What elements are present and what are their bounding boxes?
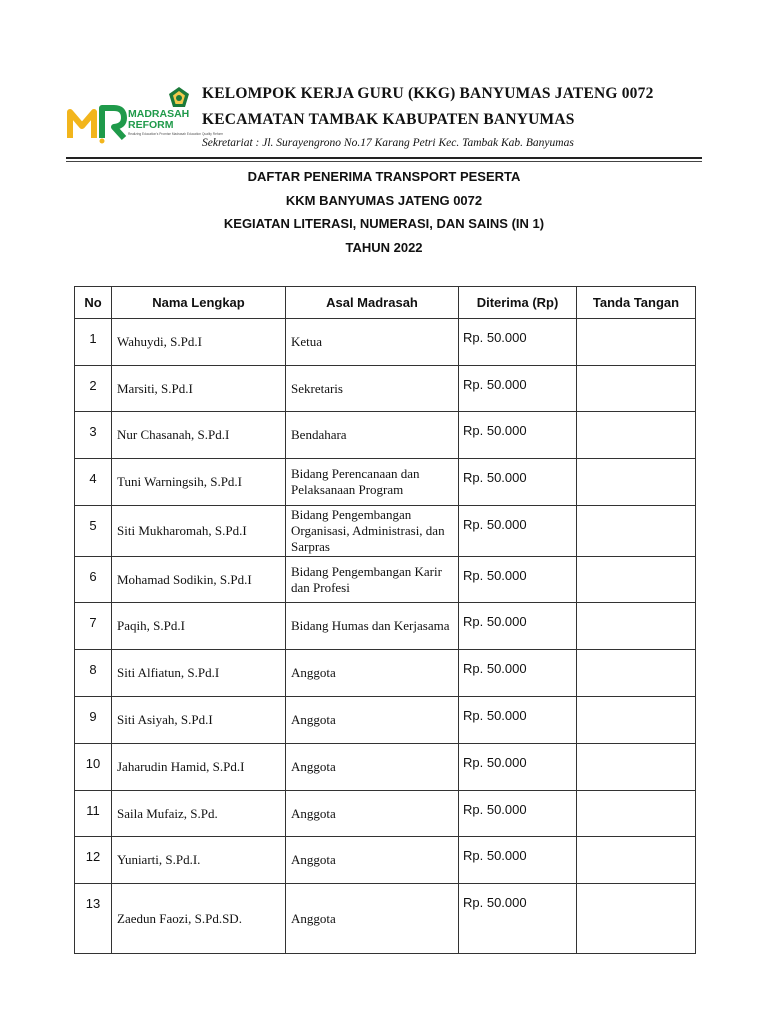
table-row (75, 884, 696, 954)
amount-received: Rp. 50.000 (459, 557, 577, 603)
signature-cell[interactable] (577, 412, 696, 459)
recipient-role: Anggota (286, 791, 459, 837)
title-line-3: KEGIATAN LITERASI, NUMERASI, DAN SAINS (IN 1) (223, 216, 545, 231)
table-row (75, 791, 696, 837)
recipient-name: Paqih, S.Pd.I (112, 603, 286, 650)
signature-cell[interactable] (577, 697, 696, 744)
table-row (75, 837, 696, 884)
amount-received: Rp. 50.000 (459, 791, 577, 837)
amount-received: Rp. 50.000 (459, 412, 577, 459)
org-district-line: KECAMATAN TAMBAK KABUPATEN BANYUMAS (202, 111, 575, 128)
table-row (75, 650, 696, 697)
recipient-role: Bendahara (286, 412, 459, 459)
signature-cell[interactable] (577, 506, 696, 557)
recipient-name: Mohamad Sodikin, S.Pd.I (112, 557, 286, 603)
signature-cell[interactable] (577, 650, 696, 697)
recipient-role: Anggota (286, 884, 459, 954)
logo-text-madrasah: MADRASAH (128, 108, 190, 120)
amount-received: Rp. 50.000 (459, 837, 577, 884)
recipient-role: Bidang Pengembangan Karir dan Profesi (286, 557, 459, 603)
col-header-no: No (75, 287, 112, 319)
row-number: 3 (75, 412, 112, 459)
recipient-role: Ketua (286, 319, 459, 366)
amount-received: Rp. 50.000 (459, 603, 577, 650)
recipient-name: Tuni Warningsih, S.Pd.I (112, 459, 286, 506)
kemenag-emblem-icon (168, 86, 190, 108)
amount-received: Rp. 50.000 (459, 459, 577, 506)
amount-received: Rp. 50.000 (459, 506, 577, 557)
recipient-role: Anggota (286, 744, 459, 791)
table-row (75, 603, 696, 650)
recipient-role: Anggota (286, 650, 459, 697)
title-line-1: DAFTAR PENERIMA TRANSPORT PESERTA (247, 169, 521, 184)
table-row (75, 697, 696, 744)
col-header-signature: Tanda Tangan (577, 287, 696, 319)
recipient-role: Anggota (286, 697, 459, 744)
recipient-role: Bidang Perencanaan dan Pelaksanaan Program (286, 459, 459, 506)
amount-received: Rp. 50.000 (459, 744, 577, 791)
recipient-role: Sekretaris (286, 366, 459, 412)
amount-received: Rp. 50.000 (459, 366, 577, 412)
logo-tagline: Realizing Education's Promise Madrasah Education Quality Reform (128, 132, 224, 136)
recipient-name: Nur Chasanah, S.Pd.I (112, 412, 286, 459)
recipient-role: Anggota (286, 837, 459, 884)
logo-text-reform: REFORM (128, 119, 174, 131)
letterhead-rule-thick (66, 157, 702, 159)
col-header-name: Nama Lengkap (112, 287, 286, 319)
recipient-role: Bidang Humas dan Kerjasama (286, 603, 459, 650)
recipient-name: Yuniarti, S.Pd.I. (112, 837, 286, 884)
row-number: 1 (75, 319, 112, 366)
amount-received: Rp. 50.000 (459, 697, 577, 744)
signature-cell[interactable] (577, 366, 696, 412)
row-number: 5 (75, 506, 112, 557)
recipients-table (74, 286, 696, 954)
signature-cell[interactable] (577, 837, 696, 884)
row-number: 4 (75, 459, 112, 506)
row-number: 6 (75, 557, 112, 603)
row-number: 11 (75, 791, 112, 837)
org-address-line: Sekretariat : Jl. Surayengrono No.17 Karang Petri Kec. Tambak Kab. Banyumas (202, 137, 574, 149)
recipient-name: Jaharudin Hamid, S.Pd.I (112, 744, 286, 791)
signature-cell[interactable] (577, 319, 696, 366)
table-row (75, 557, 696, 603)
recipient-role: Bidang Pengembangan Organisasi, Administrasi, dan Sarpras (286, 506, 459, 557)
col-header-origin: Asal Madrasah (286, 287, 459, 319)
recipient-name: Wahuydi, S.Pd.I (112, 319, 286, 366)
table-row (75, 506, 696, 557)
amount-received: Rp. 50.000 (459, 884, 577, 954)
table-row (75, 744, 696, 791)
recipient-name: Siti Asiyah, S.Pd.I (112, 697, 286, 744)
title-line-2: KKM BANYUMAS JATENG 0072 (285, 192, 483, 208)
table-header-row (75, 287, 696, 319)
table-row (75, 412, 696, 459)
row-number: 12 (75, 837, 112, 884)
recipient-name: Marsiti, S.Pd.I (112, 366, 286, 412)
recipient-name: Saila Mufaiz, S.Pd. (112, 791, 286, 837)
row-number: 7 (75, 603, 112, 650)
row-number: 10 (75, 744, 112, 791)
table-row (75, 459, 696, 506)
row-number: 13 (75, 884, 112, 954)
signature-cell[interactable] (577, 744, 696, 791)
document-title-block (0, 168, 768, 262)
table-row (75, 319, 696, 366)
row-number: 8 (75, 650, 112, 697)
letterhead (0, 0, 768, 165)
signature-cell[interactable] (577, 884, 696, 954)
letterhead-rule-thin (66, 161, 702, 162)
recipient-name: Siti Mukharomah, S.Pd.I (112, 506, 286, 557)
org-name-line: KELOMPOK KERJA GURU (KKG) BANYUMAS JATENG 0072 (202, 85, 654, 102)
row-number: 9 (75, 697, 112, 744)
table-row (75, 366, 696, 412)
amount-received: Rp. 50.000 (459, 650, 577, 697)
recipient-name: Zaedun Faozi, S.Pd.SD. (112, 884, 286, 954)
title-line-4: TAHUN 2022 (345, 239, 423, 255)
recipient-name: Siti Alfiatun, S.Pd.I (112, 650, 286, 697)
signature-cell[interactable] (577, 791, 696, 837)
signature-cell[interactable] (577, 603, 696, 650)
signature-cell[interactable] (577, 557, 696, 603)
col-header-received: Diterima (Rp) (459, 287, 577, 319)
amount-received: Rp. 50.000 (459, 319, 577, 366)
row-number: 2 (75, 366, 112, 412)
signature-cell[interactable] (577, 459, 696, 506)
